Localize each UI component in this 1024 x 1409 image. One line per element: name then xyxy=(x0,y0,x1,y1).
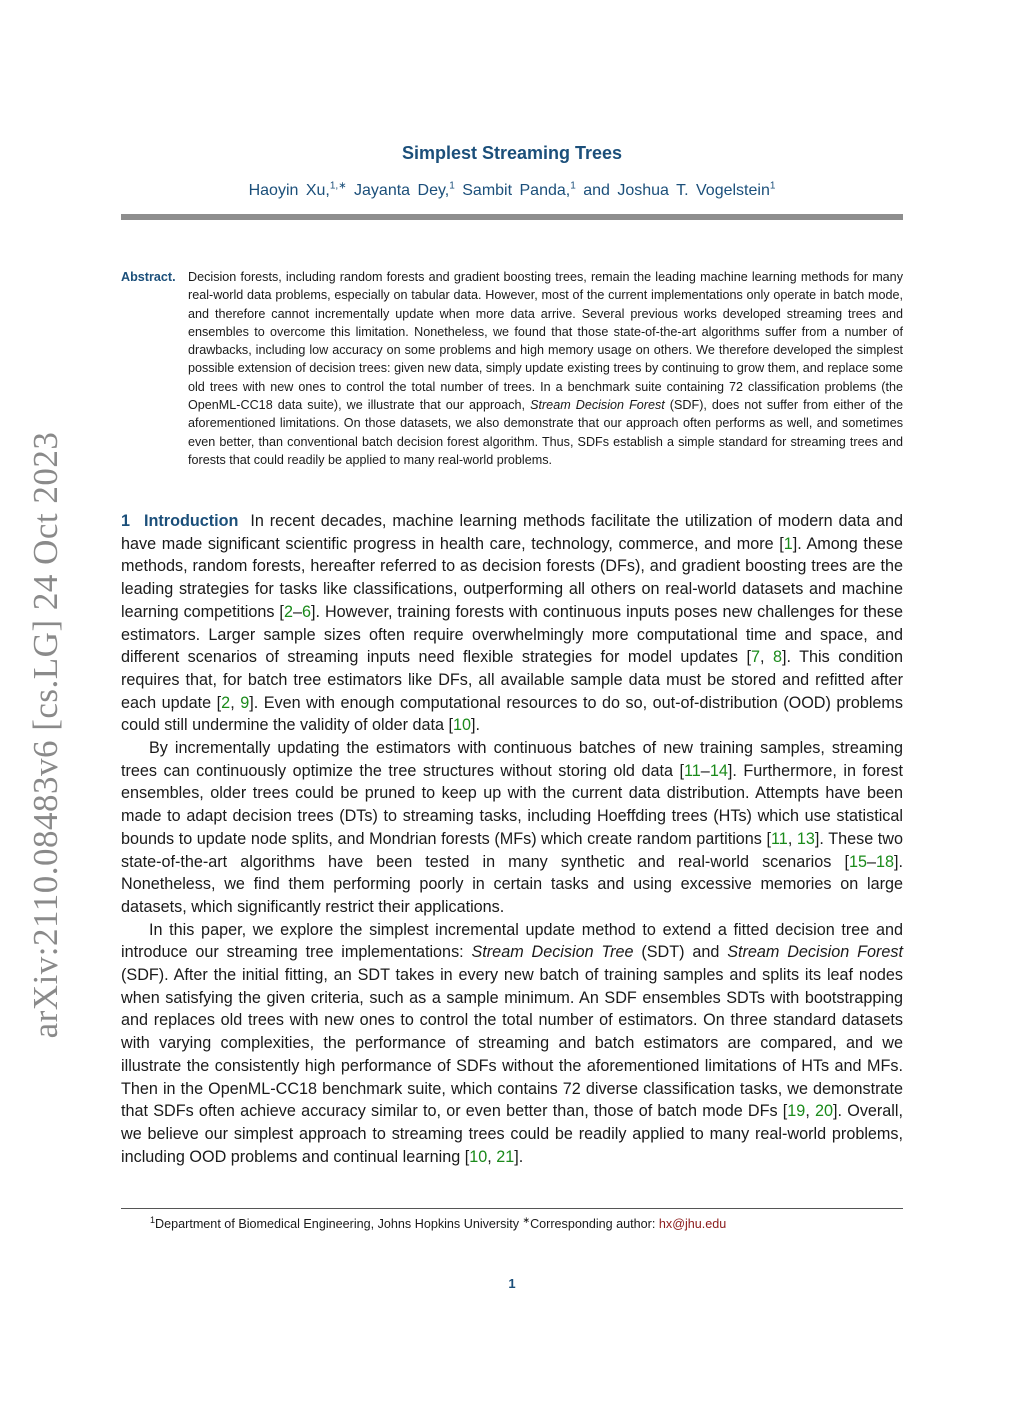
abstract xyxy=(121,268,903,469)
citation-link[interactable]: 21 xyxy=(496,1147,515,1166)
footnote: $^1$Department of Biomedical Engineering, Johns Hopkins University ∗Corresponding author: hx@jhu.edu xyxy=(150,1215,727,1232)
citation-link[interactable]: 11 xyxy=(683,761,701,780)
citation-link[interactable]: 13 xyxy=(796,829,815,848)
affiliation: Department of Biomedical Engineering, Johns Hopkins University xyxy=(155,1217,520,1232)
author: Sambit Panda,$^1$ xyxy=(462,181,576,200)
citation-link[interactable]: 19 xyxy=(787,1102,806,1121)
paragraph: 1 Introduction In recent decades, machine learning methods facilitate the utilization of modern data and have made significant scientific progress in health care, technology, commerce, and more [1]. Among these methods, random forests, hereafter referred to as decision forests (DFs), and gradient boosting trees are the leading strategies for tasks like classifications, outperforming all others on real-world datasets and machine learning competitions [2–6]. However, training forests with continuous inputs poses new challenges for these estimators. Larger sample sizes often require overwhelmingly more computational time and space, and different scenarios of streaming inputs need flexible strategies for model updates [7, 8]. This condition requires that, for batch tree estimators like DFs, all available sample data must be stored and refitted after each update [2, 9]. Even with enough computational resources to do so, out-of-distribution (OOD) problems could still undermine the validity of older data [10]. xyxy=(121,512,904,735)
section-number: 1 xyxy=(121,512,131,530)
citation-link[interactable]: 11 xyxy=(771,829,788,848)
author: Haoyin Xu,$^{1,∗}$ xyxy=(248,181,347,200)
footnote-divider xyxy=(121,1208,903,1209)
citation-link[interactable]: 2 xyxy=(221,693,231,712)
body-text xyxy=(121,510,903,1168)
paper-title: Simplest Streaming Trees xyxy=(401,143,623,163)
page-number: 1 xyxy=(508,1276,516,1291)
citation-link[interactable]: 8 xyxy=(772,648,782,667)
citation-link[interactable]: 15 xyxy=(848,852,867,871)
citation-link[interactable]: 1 xyxy=(783,534,793,553)
author: and Joshua T. Vogelstein$^1$ xyxy=(583,181,776,200)
citation-link[interactable]: 10 xyxy=(453,716,472,735)
arxiv-identifier: arXiv:2110.08483v6 [cs.LG] 24 Oct 2023 xyxy=(26,431,65,1039)
citation-link[interactable]: 2 xyxy=(283,602,293,621)
abstract-text: Decision forests, including random forests and gradient boosting trees, remain the leading machine learning methods for many real-world data problems, especially on tabular data. However, most of the current implementations only operate in batch mode, and therefore cannot incrementally update when more data arrive. Several previous works developed streaming trees and ensembles to overcome this limitation. Nonetheless, we found that those state-of-the-art algorithms suffer from a number of drawbacks, including low accuracy on some problems and high memory usage on others. We therefore developed the simplest possible extension of decision trees: given new data, simply update existing trees by continuing to grow them, and replace some old trees with new ones to control the total number of trees. In a benchmark suite containing 72 classification problems (the OpenML-CC18 data suite), we illustrate that our approach, Stream Decision Forest (SDF), does not suffer from either of the aforementioned limitations. On those datasets, we also demonstrate that our approach often performs as well, and sometimes even better, than conventional batch decision forest algorithm. Thus, SDFs establish a simple standard for streaming trees and forests that could readily be applied to many real-world problems. xyxy=(188,270,903,467)
citation-link[interactable]: 6 xyxy=(301,602,311,621)
paragraph: In this paper, we explore the simplest incremental update method to extend a fitted decision tree and introduce our streaming tree implementations: Stream Decision Tree (SDT) and Stream Decision Forest (SDF). After the initial fitting, an SDT takes in every new batch of training samples and splits its leaf nodes when satisfying the given criteria, such as a sample minimum. An SDF ensembles SDTs with bootstrapping and replaces old trees with new ones to control the total number of estimators. On three standard datasets with varying complexities, the performance of streaming and batch estimators are compared, and we illustrate the consistently high performance of SDFs without the aforementioned limitations of HTs and MFs. Then in the OpenML-CC18 benchmark suite, which contains 72 diverse classification tasks, we demonstrate that SDFs often achieve accuracy similar to, or even better than, those of batch mode DFs [19, 20]. Overall, we believe our simplest approach to streaming trees could be readily applied to many real-world problems, including OOD problems and continual learning [10, 21]. xyxy=(121,920,903,1166)
citation-link[interactable]: 14 xyxy=(709,761,728,780)
arxiv-sidebar xyxy=(26,431,66,1039)
citation-link[interactable]: 9 xyxy=(240,693,250,712)
citation-link[interactable]: 20 xyxy=(815,1102,834,1121)
citation-link[interactable]: 10 xyxy=(469,1147,488,1166)
author-list xyxy=(0,181,1024,200)
email-link[interactable]: hx@jhu.edu xyxy=(658,1217,727,1232)
citation-link[interactable]: 7 xyxy=(751,648,761,667)
section-title: Introduction xyxy=(144,512,239,530)
citation-link[interactable]: 18 xyxy=(875,852,894,871)
paragraph: By incrementally updating the estimators with continuous batches of new training samples, streaming trees can continuously optimize the tree structures without storing old data [11–14]. Furthermore, in forest ensembles, older trees could be pruned to keep up with the current data distribution. Attempts have been made to adapt decision trees (DTs) to streaming tasks, including Hoeffding trees (HTs) which use statistical bounds to update node splits, and Mondrian forests (MFs) which create random partitions [11, 13]. These two state-of-the-art algorithms have been tested in many synthetic and real-world scenarios [15–18]. Nonetheless, we find them performing poorly in certain tasks and using excessive memories on large datasets, which significantly restrict their applications. xyxy=(121,739,904,916)
author: Jayanta Dey,$^1$ xyxy=(354,181,455,200)
title-divider xyxy=(121,214,903,220)
abstract-label: Abstract. xyxy=(121,270,176,284)
